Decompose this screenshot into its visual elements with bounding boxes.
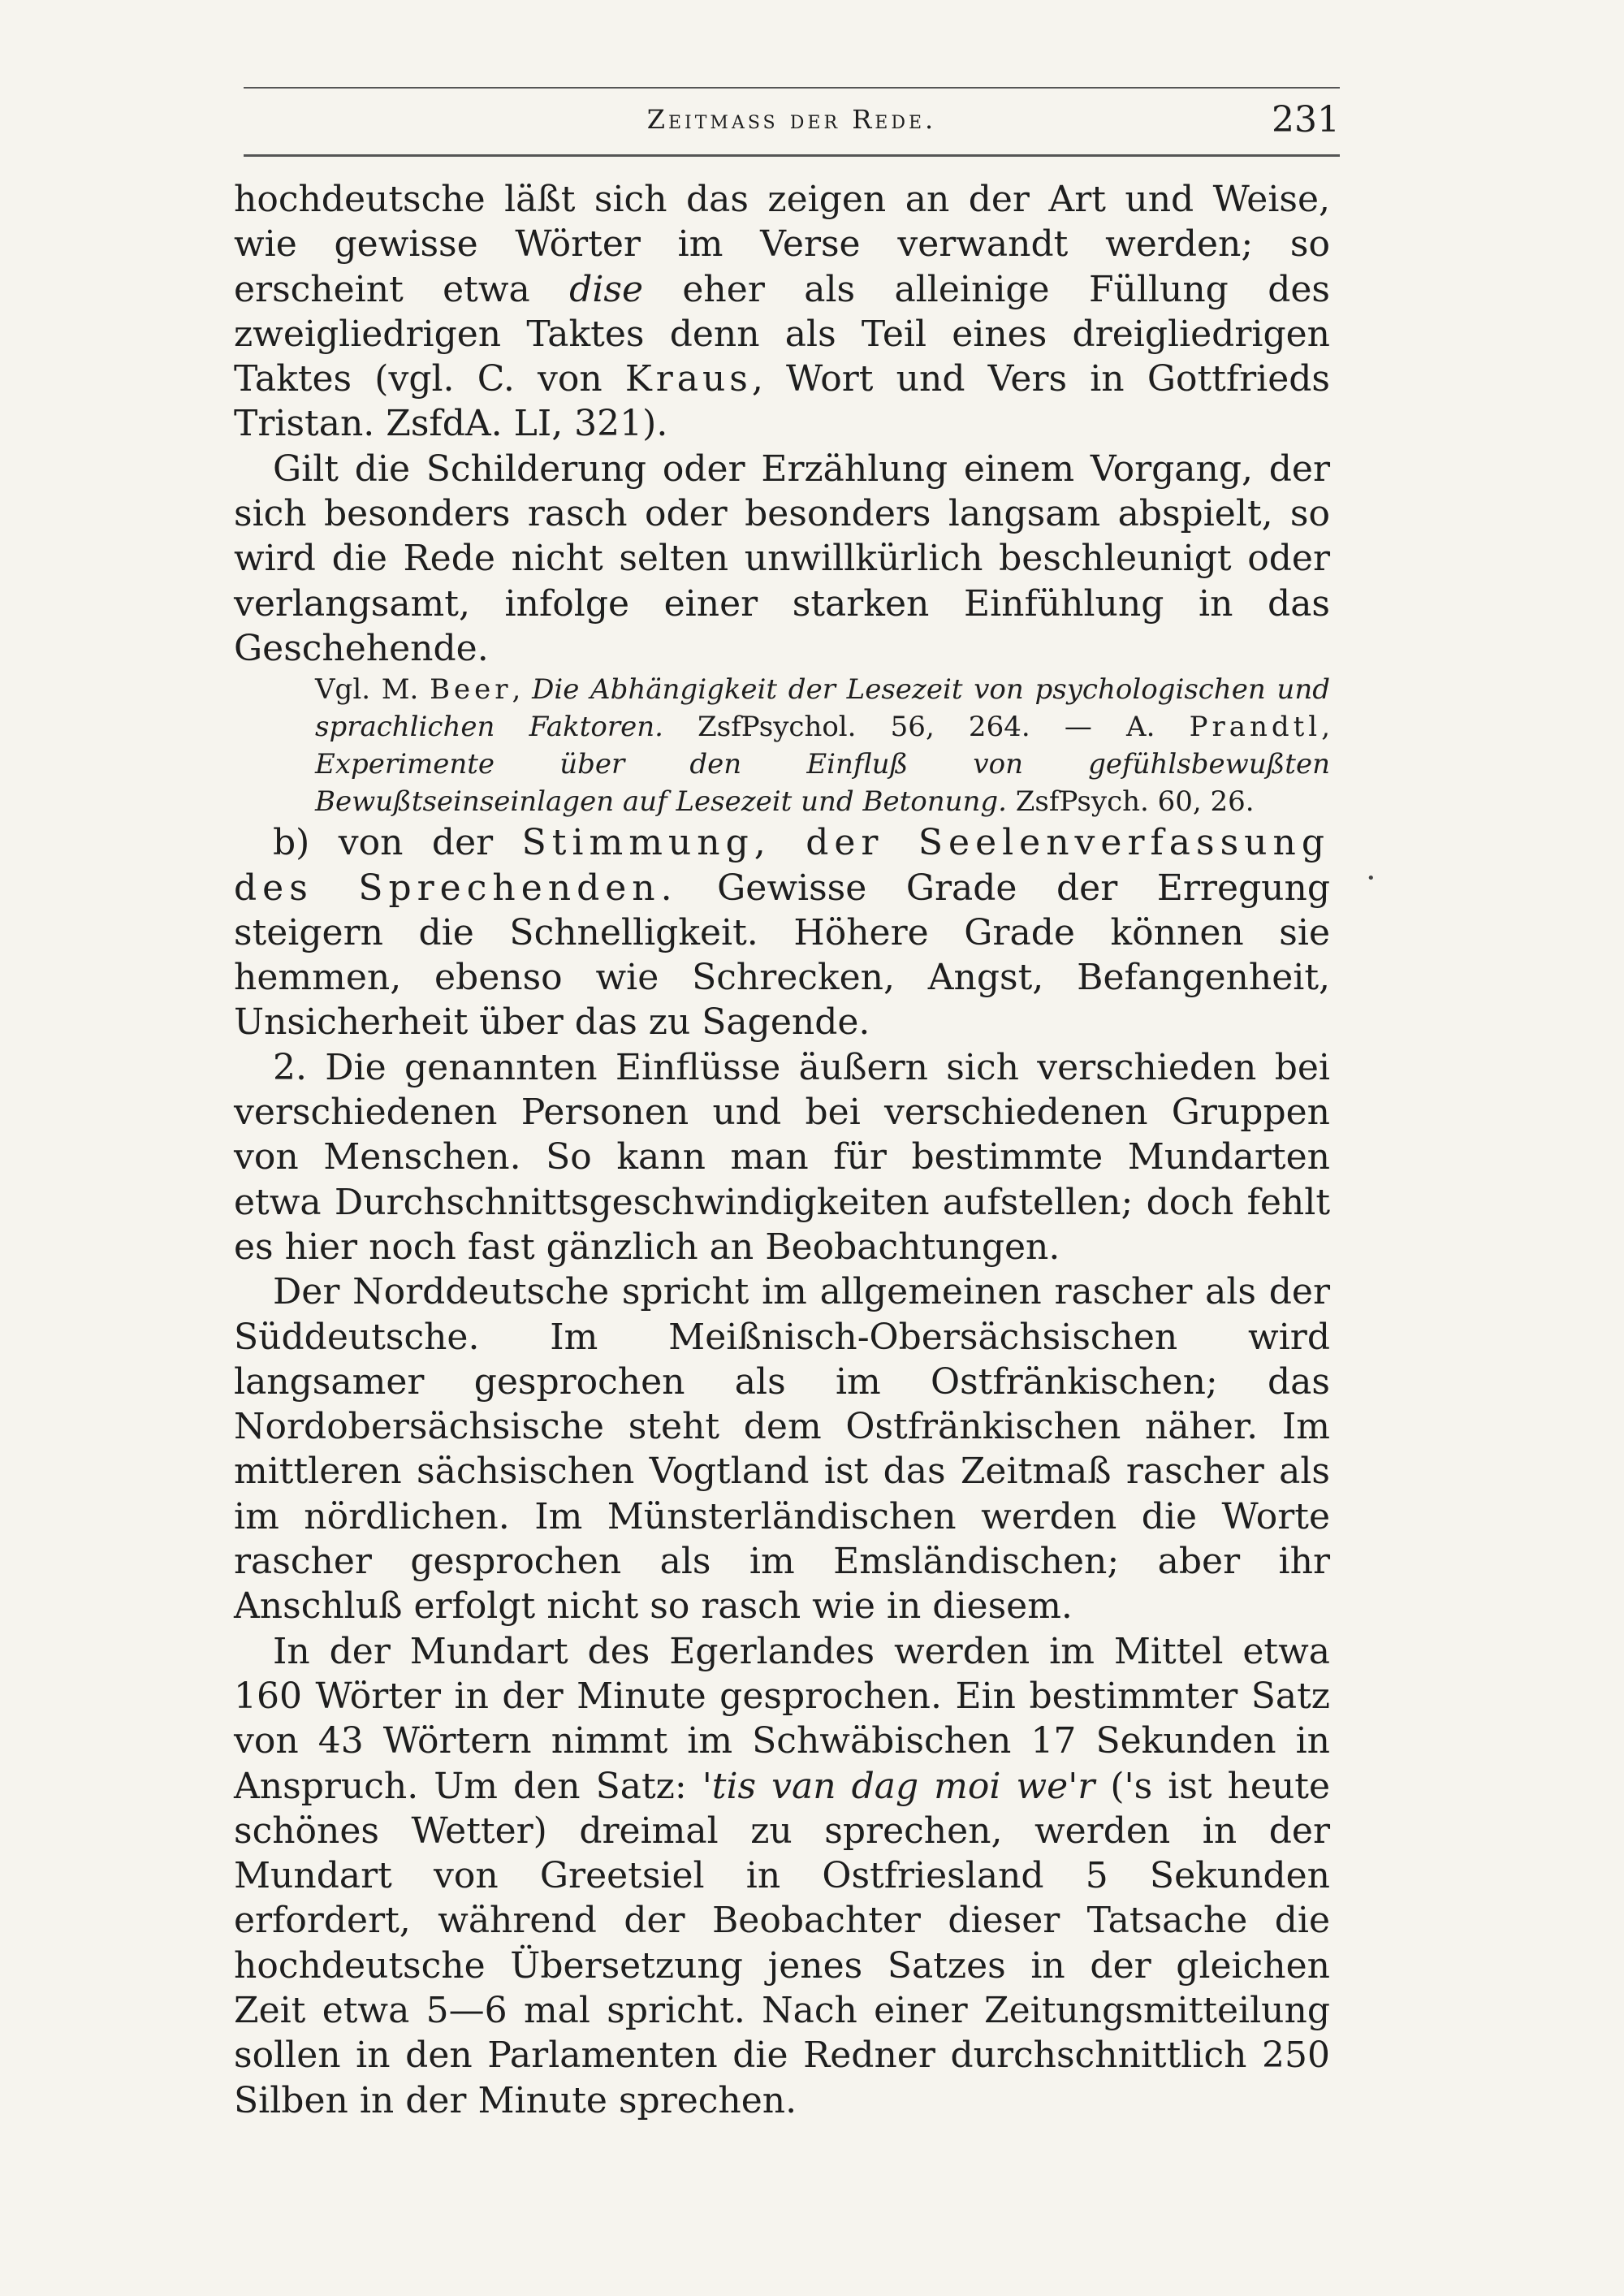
- paragraph: Gilt die Schilderung oder Erzählung einem Vorgang, der sich besonders rasch oder besonders langsam abspielt, so wird die Rede nicht selten unwillkürlich beschleunigt oder verlangsamt, infolge einer starken Einfühlung in das Geschehende.: [234, 448, 1330, 669]
- margin-mark: •: [1367, 870, 1376, 887]
- spaced-author: Beer: [430, 673, 512, 707]
- header-rule-bottom: [244, 154, 1340, 157]
- running-head-title: Zeitmass der Rede.: [646, 104, 937, 135]
- italic-quote: 'tis van dag moi we'r: [702, 1765, 1095, 1807]
- body-text: [234, 177, 1330, 2123]
- spaced-author: Kraus: [624, 358, 752, 400]
- italic-title: Experimente über den Einfluß von gefühlsbewußten Bewußtseinseinlagen auf Lesezeit und Betonung.: [315, 748, 1330, 819]
- italic-term: dise: [569, 268, 644, 310]
- paragraph: In der Mundart des Egerlandes werden im Mittel etwa 160 Wörter in der Minute gesprochen. Ein bestimmter Satz von 43 Wörtern nimmt im Schwäbischen 17 Sekunden in Anspruch. Um den Satz: 'tis van dag moi we'r ('s ist heute schönes Wetter) dreimal zu sprechen, werden in der Mundart von Greetsiel in Ostfriesland 5 Sekunden erfordert, während der Beobachter dieser Tatsache die hochdeutsche Übersetzung jenes Satzes in der gleichen Zeit etwa 5—6 mal spricht. Nach einer Zeitungsmitteilung sollen in den Parlamenten die Redner durchschnittlich 250 Silben in der Minute sprechen.: [234, 1630, 1331, 2121]
- italic-title: Die Abhängigkeit der Lesezeit von psychologischen und sprachlichen Faktoren.: [315, 673, 1330, 744]
- paragraph: hochdeutsche läßt sich das zeigen an der Art und Weise, wie gewisse Wörter im Verse verwandt werden; so erscheint etwa dise eher als alleinige Füllung des zweigliedrigen Taktes denn als Teil eines dreigliedrigen Taktes (vgl. C. von Kraus, Wort und Vers in Gottfrieds Tristan. ZsfdA. LI, 321).: [234, 179, 1330, 445]
- spaced-author: Prandtl: [1189, 711, 1322, 744]
- paragraph: Der Norddeutsche spricht im allgemeinen rascher als der Süddeutsche. Im Meißnisch-Obersächsischen wird langsamer gesprochen als im Ostfränkischen; das Nordobersächsische steht dem Ostfränkischen näher. Im mittleren sächsischen Vogtland ist das Zeitmaß rascher als im nördlichen. Im Münsterländischen werden die Worte rascher gesprochen als im Emsländischen; aber ihr Anschluß erfolgt nicht so rasch wie in diesem.: [234, 1271, 1330, 1628]
- paragraph: b) von der Stimmung, der Seelenverfassung des Sprechenden. Gewisse Grade der Erregung steigern die Schnelligkeit. Höhere Grade können sie hemmen, ebenso wie Schrecken, Angst, Befangenheit, Unsicherheit über das zu Sagende.: [234, 822, 1331, 1044]
- footnote: Vgl. M. Beer, Die Abhängigkeit der Lesezeit von psychologischen und sprachlichen Faktoren. ZsfPsychol. 56, 264. — A. Prandtl, Experimente über den Einfluß von gefühlsbewußten Bewußtseinseinlagen auf Lesezeit und Betonung. ZsfPsych. 60, 26.: [315, 673, 1330, 819]
- page-number: 231: [1272, 99, 1340, 141]
- paragraph: 2. Die genannten Einflüsse äußern sich verschieden bei verschiedenen Personen und bei verschiedenen Gruppen von Menschen. So kann man für bestimmte Mundarten etwa Durchschnittsgeschwindigkeiten aufstellen; doch fehlt es hier noch fast gänzlich an Beobachtungen.: [234, 1046, 1330, 1268]
- header-rule-top: [244, 87, 1340, 89]
- spaced-emphasis: Stimmung, der Seelenverfassung des Sprechenden.: [234, 822, 1331, 909]
